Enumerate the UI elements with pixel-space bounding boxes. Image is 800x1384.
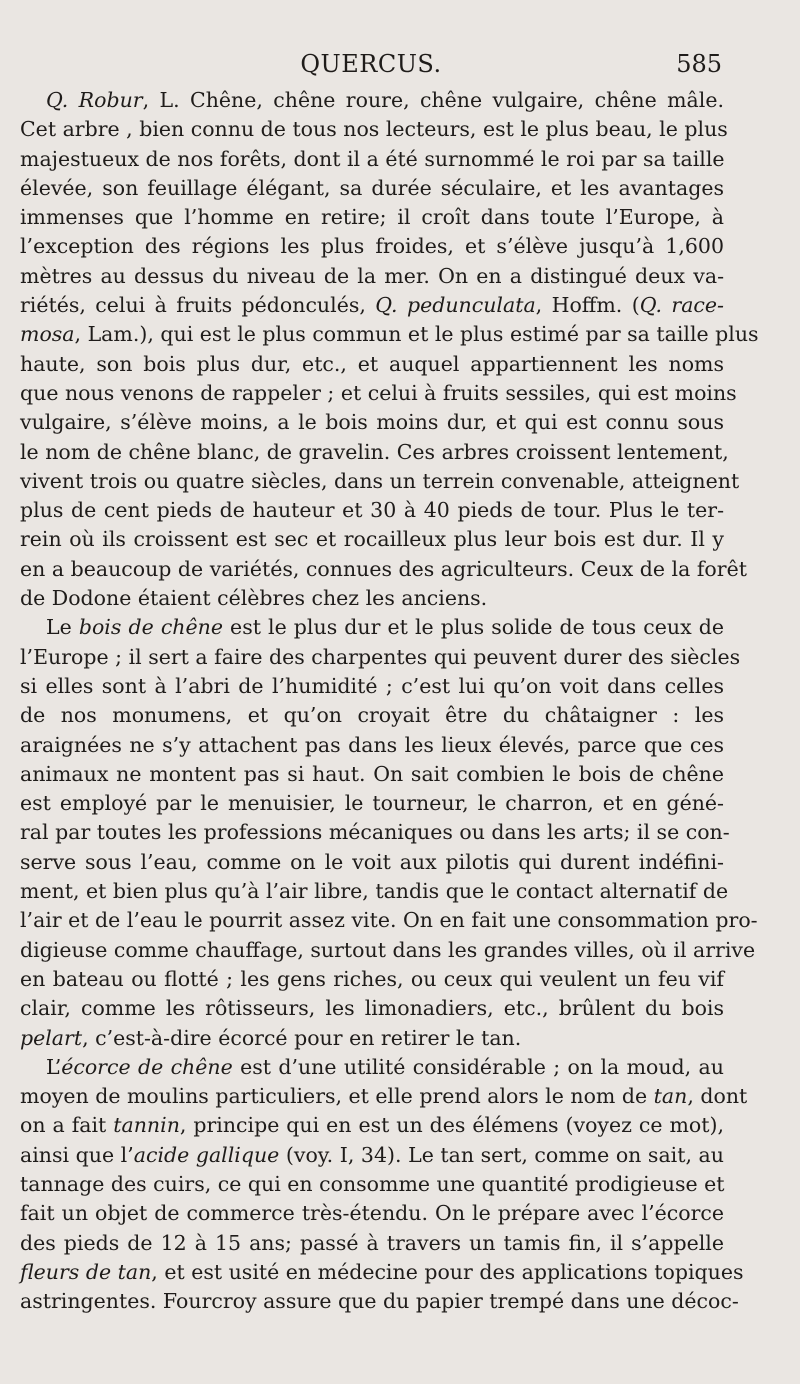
text-line [20, 1258, 744, 1287]
text-run: rein où ils croissent est sec et rocailleux plus leur bois est dur. Il y [20, 527, 724, 552]
text-run: riétés, celui à fruits pédonculés, [20, 293, 376, 318]
text-line [20, 1199, 724, 1228]
text-run: que nous venons de rappeler ; et celui à fruits sessiles, qui est moins [20, 380, 737, 405]
text-line [20, 232, 724, 261]
italic-term: Q. race- [639, 293, 724, 318]
text-run: (voy. I, 34). Le tan sert, comme on sait, au [279, 1142, 724, 1167]
italic-term: pelart [20, 1025, 83, 1050]
text-line [20, 701, 724, 730]
italic-term: acide gallique [133, 1142, 280, 1167]
text-line [20, 731, 724, 760]
running-title: QUERCUS. [300, 50, 442, 78]
italic-term: Q. Robur [46, 88, 143, 112]
text-line [20, 496, 724, 525]
text-line [20, 438, 729, 467]
text-run: haute, son bois plus dur, etc., et auquel appartiennent les noms [20, 351, 724, 376]
text-run: l’air et de l’eau le pourrit assez vite. On en fait une consommation pro- [20, 908, 758, 933]
text-line [20, 1082, 748, 1111]
text-line [20, 320, 759, 349]
text-line [20, 291, 724, 320]
italic-term: mosa [20, 322, 75, 347]
text-run: tannage des cuirs, ce qui en consomme une quantité prodigieuse et [20, 1171, 725, 1196]
text-run: , et est usité en médecine pour des applications topiques [151, 1259, 744, 1284]
italic-term: Q. pedunculata [375, 293, 536, 318]
text-line [20, 584, 724, 613]
text-run: des pieds de 12 à 15 ans; passé à travers un tamis fin, il s’appelle [20, 1230, 724, 1255]
text-run: , L. Chêne, chêne roure, chêne vulgaire, chêne mâle. [142, 88, 724, 112]
text-line [20, 848, 724, 877]
text-run: immenses que l’homme en retire; il croît dans toute l’Europe, à [20, 205, 724, 230]
text-line [20, 1024, 724, 1053]
text-run: est d’une utilité considérable ; on la moud, au [232, 1054, 724, 1079]
text-run: ment, et bien plus qu’à l’air libre, tandis que le contact alternatif de [20, 879, 729, 904]
text-line [20, 877, 729, 906]
text-run: de Dodone étaient célèbres chez les anciens. [20, 586, 488, 611]
text-run: élevée, son feuillage élégant, sa durée séculaire, et les avantages [20, 175, 724, 200]
text-run: , principe qui en est un des élémens (voyez ce mot), [179, 1113, 724, 1138]
text-run: en a beaucoup de variétés, connues des agriculteurs. Ceux de la forêt [20, 556, 747, 581]
text-line [20, 643, 741, 672]
text-run: , Hoffm. ( [535, 293, 640, 318]
body-text [20, 86, 759, 1316]
text-line [20, 818, 730, 847]
text-run: animaux ne montent pas si haut. On sait combien le bois de chêne [20, 761, 724, 786]
text-line [20, 408, 724, 437]
page-number: 585 [676, 50, 722, 78]
text-run: ainsi que l’ [20, 1142, 134, 1167]
text-line [20, 115, 728, 144]
italic-term: tan [653, 1084, 688, 1109]
text-line [20, 145, 724, 174]
text-run: , c’est-à-dire écorcé pour en retirer le tan. [82, 1025, 522, 1050]
text-run: si elles sont à l’abri de l’humidité ; c’est lui qu’on voit dans celles [20, 673, 724, 698]
italic-term: écorce de chêne [61, 1054, 233, 1079]
text-line [20, 906, 758, 935]
text-run: le nom de chêne blanc, de gravelin. Ces arbres croissent lentement, [20, 439, 729, 464]
text-run: plus de cent pieds de hauteur et 30 à 40 pieds de tour. Plus le ter- [20, 498, 724, 523]
text-run: Le [46, 615, 79, 640]
text-run: Cet arbre , bien connu de tous nos lecteurs, est le plus beau, le plus [20, 117, 728, 142]
text-line [20, 555, 747, 584]
text-run: de nos monumens, et qu’on croyait être du châtaigner : les [20, 703, 724, 728]
text-line [20, 379, 737, 408]
text-line [20, 936, 756, 965]
text-line [20, 613, 724, 642]
text-run: , dont [687, 1084, 748, 1109]
text-line [20, 525, 724, 554]
text-run: mètres au dessus du niveau de la mer. On en a distingué deux va- [20, 263, 724, 288]
running-head [20, 50, 722, 84]
text-run: ral par toutes les professions mécaniques ou dans les arts; il se con- [20, 820, 730, 845]
text-run: l’Europe ; il sert a faire des charpentes qui peuvent durer des siècles [20, 644, 741, 669]
text-run: araignées ne s’y attachent pas dans les lieux élevés, parce que ces [20, 732, 724, 757]
text-line [20, 1141, 724, 1170]
text-line [20, 1229, 724, 1258]
text-run: on a fait [20, 1113, 114, 1138]
text-run: l’exception des régions les plus froides, et s’élève jusqu’à 1,600 [20, 234, 724, 259]
text-line [20, 789, 724, 818]
italic-term: fleurs de tan [20, 1259, 152, 1284]
text-run: est le plus dur et le plus solide de tous ceux de [222, 615, 725, 640]
text-run: est employé par le menuisier, le tourneur, le charron, et en géné- [20, 791, 724, 816]
text-line [20, 1287, 739, 1316]
text-line [20, 350, 724, 379]
text-run: majestueux de nos forêts, dont il a été surnommé le roi par sa taille [20, 146, 725, 171]
text-run: serve sous l’eau, comme on le voit aux pilotis qui durent indéfini- [20, 849, 724, 874]
text-run: astringentes. Fourcroy assure que du papier trempé dans une décoc- [20, 1289, 739, 1314]
text-line [20, 467, 740, 496]
text-line [20, 760, 724, 789]
text-run: vulgaire, s’élève moins, a le bois moins dur, et qui est connu sous [20, 410, 724, 435]
italic-term: bois de chêne [78, 615, 223, 640]
text-run: vivent trois ou quatre siècles, dans un terrein convenable, atteignent [20, 468, 740, 493]
text-line [20, 174, 724, 203]
text-run: L’ [46, 1054, 62, 1079]
text-line [20, 1170, 724, 1199]
text-line [20, 203, 724, 232]
text-line [20, 86, 724, 115]
text-line [20, 994, 724, 1023]
text-line [20, 672, 724, 701]
text-line [20, 1111, 724, 1140]
text-line [20, 965, 724, 994]
text-run: moyen de moulins particuliers, et elle prend alors le nom de [20, 1084, 654, 1109]
text-run: fait un objet de commerce très-étendu. On le prépare avec l’écorce [20, 1201, 724, 1226]
text-line [20, 262, 724, 291]
italic-term: tannin [113, 1113, 180, 1138]
text-line [20, 1053, 724, 1082]
text-run: , Lam.), qui est le plus commun et le plus estimé par sa taille plus [74, 322, 759, 347]
text-run: digieuse comme chauffage, surtout dans les grandes villes, où il arrive [20, 937, 756, 962]
text-run: en bateau ou flotté ; les gens riches, ou ceux qui veulent un feu vif [20, 966, 724, 991]
text-run: clair, comme les rôtisseurs, les limonadiers, etc., brûlent du bois [20, 996, 724, 1021]
